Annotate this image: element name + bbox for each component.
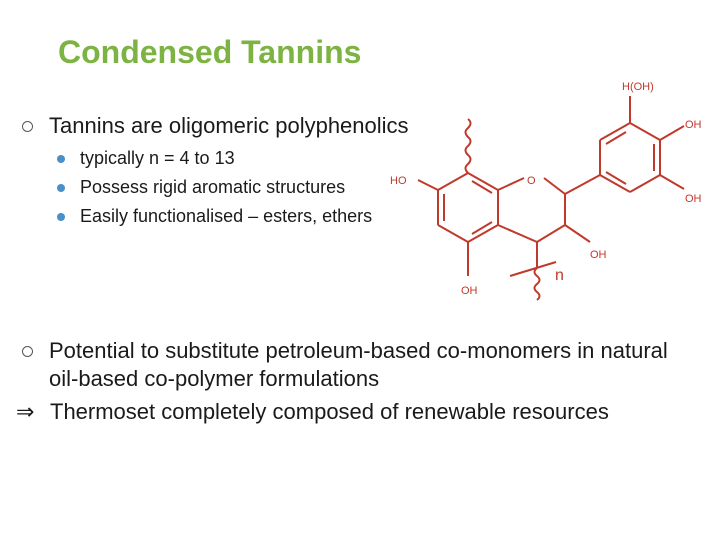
ring-b <box>565 123 660 194</box>
ring-a <box>438 173 498 242</box>
hollow-circle-bullet-icon <box>22 346 33 357</box>
bullet-text: Potential to substitute petroleum-based co-monomers in natural oil-based co-polymer formulations <box>49 338 668 391</box>
repeat-bracket <box>510 262 556 276</box>
label-oh-top: OH <box>685 119 702 131</box>
dot-bullet-icon <box>57 184 65 192</box>
sub-bullet-list <box>57 144 372 231</box>
dot-bullet-icon <box>57 155 65 163</box>
dot-bullet-icon <box>57 213 65 221</box>
conclusion-text: Thermoset completely composed of renewable resources <box>50 399 609 424</box>
sub-bullet-text: Possess rigid aromatic structures <box>80 177 346 197</box>
label-ho-left: HO <box>390 175 407 187</box>
label-o-ring: O <box>527 175 536 187</box>
label-n: n <box>555 267 564 284</box>
label-oh-bottom: OH <box>461 285 478 297</box>
label-oh-c3: OH <box>590 249 607 261</box>
sub-bullet-text: typically n = 4 to 13 <box>80 148 235 168</box>
conclusion-line <box>16 398 609 426</box>
ring-c <box>498 178 565 242</box>
hollow-circle-bullet-icon <box>22 121 33 132</box>
label-h-oh: H(OH) <box>622 81 654 93</box>
implies-arrow-icon: ⇒ <box>16 399 35 424</box>
wavy-bond <box>466 119 471 173</box>
bullet-potential <box>22 337 682 393</box>
bullet-text: Tannins are oligomeric polyphenolics <box>49 113 409 138</box>
sub-bullet-item <box>57 173 372 202</box>
slide-title: Condensed Tannins <box>58 34 362 70</box>
sub-bullet-item <box>57 144 372 173</box>
wavy-bond <box>535 268 540 300</box>
sub-bullet-item <box>57 202 372 231</box>
label-oh-right: OH <box>685 193 702 205</box>
sub-bullet-text: Easily functionalised – esters, ethers <box>80 206 373 226</box>
tannin-structure-diagram <box>380 68 715 308</box>
